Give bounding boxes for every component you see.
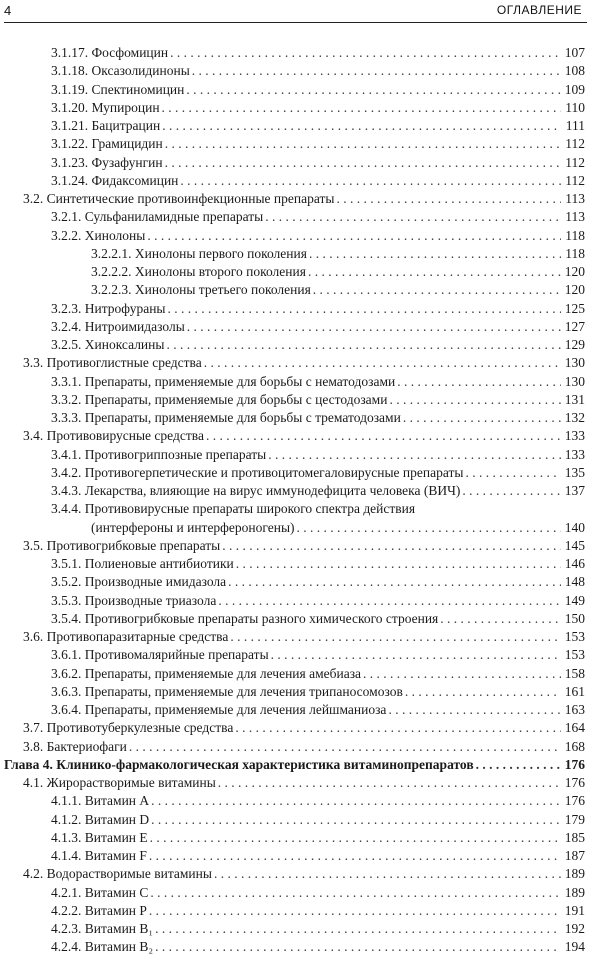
toc-entry-page: 140 xyxy=(564,519,585,535)
toc-entry-page: 110 xyxy=(565,99,585,115)
toc-entry xyxy=(0,190,591,208)
toc-entry xyxy=(0,573,591,591)
toc-leader-dots xyxy=(222,537,561,555)
toc-entry-page: 189 xyxy=(564,866,585,882)
toc-entry-page: 131 xyxy=(564,391,585,407)
toc-leader-dots xyxy=(363,665,561,683)
toc-entry-title: (интерфероны и интерфероногены) xyxy=(91,519,295,535)
toc-entry-title: 3.1.24. Фидаксомицин xyxy=(51,172,179,188)
toc-entry xyxy=(0,154,591,172)
toc-entry-title: Глава 4. Клинико-фармакологическая характеристика витаминопрепаратов xyxy=(4,756,474,772)
toc-leader-dots xyxy=(151,792,561,810)
toc-entry-title: 3.1.22. Грамицидин xyxy=(51,136,163,152)
toc-entry-page: 164 xyxy=(564,720,585,736)
toc-entry-title: 4.2.3. Витамин В₁ xyxy=(51,921,154,936)
toc-leader-dots xyxy=(389,391,561,409)
toc-entry-title: 3.4.4. Противовирусные препараты широкого спектра действия xyxy=(51,501,416,517)
toc-entry-title: 4.1.1. Витамин А xyxy=(51,793,150,809)
toc-entry-title: 3.2. Синтетические противоинфекционные препараты xyxy=(23,191,335,206)
toc-entry-page: 179 xyxy=(564,811,585,827)
toc-leader-dots xyxy=(187,318,561,336)
toc-entry xyxy=(0,665,591,683)
toc-entry-page: 194 xyxy=(564,939,585,955)
toc-entry-page: 191 xyxy=(564,902,585,918)
toc-entry-title: 3.6.4. Препараты, применяемые для лечения лейшманиоза xyxy=(51,702,387,717)
toc-leader-dots xyxy=(308,263,561,281)
toc-entry xyxy=(0,701,591,719)
toc-entry-title: 3.5.2. Производные имидазола xyxy=(51,574,227,590)
toc-entry-page: 130 xyxy=(564,355,585,371)
toc-entry-page: 120 xyxy=(564,282,585,298)
toc-leader-dots xyxy=(147,227,561,245)
toc-entry-title: 3.2.2. Хинолоны xyxy=(51,227,146,243)
toc-entry-page: 108 xyxy=(564,63,585,79)
toc-entry xyxy=(0,117,591,135)
toc-entry xyxy=(0,99,591,117)
toc-leader-dots xyxy=(265,208,561,226)
toc-entry-title: 4.1.3. Витамин Е xyxy=(51,829,148,845)
toc-entry-page: 112 xyxy=(565,154,585,170)
page-header xyxy=(0,0,591,24)
toc-entry xyxy=(0,409,591,427)
toc-entry-page: 153 xyxy=(564,647,585,663)
toc-entry-title: 3.1.23. Фузафунгин xyxy=(51,154,163,170)
toc-entry-title: 3.5.4. Противогрибковые препараты разного химического строения xyxy=(51,610,439,626)
toc-entry xyxy=(0,719,591,737)
toc-entry-title: 3.4. Противовирусные средства xyxy=(23,428,204,444)
toc-leader-dots xyxy=(162,117,561,135)
toc-entry xyxy=(0,391,591,409)
toc-entry-page: 168 xyxy=(564,738,585,754)
toc-entry xyxy=(0,373,591,391)
toc-leader-dots xyxy=(149,847,561,865)
toc-leader-dots xyxy=(476,756,561,774)
toc-entry-page: 161 xyxy=(564,683,585,699)
toc-leader-dots xyxy=(405,683,561,701)
toc-entry xyxy=(0,774,591,792)
toc-leader-dots xyxy=(155,920,561,938)
toc-entry xyxy=(0,318,591,336)
toc-entry xyxy=(0,938,591,956)
toc-entry-title: 3.8. Бактериофаги xyxy=(23,738,127,754)
toc-leader-dots xyxy=(297,519,561,537)
toc-entry xyxy=(0,354,591,372)
toc-entry-page: 137 xyxy=(564,483,585,498)
toc-entry-title: 3.1.18. Оксазолидиноны xyxy=(51,63,190,79)
toc-entry-title: 4.1.4. Витамин F xyxy=(51,848,147,863)
toc-leader-dots xyxy=(170,44,561,62)
toc-entry-page: 113 xyxy=(565,191,585,206)
toc-entry-page: 118 xyxy=(565,227,585,243)
toc-entry xyxy=(0,847,591,865)
toc-entry-page: 153 xyxy=(564,629,585,644)
toc-leader-dots xyxy=(218,592,561,610)
toc-entry xyxy=(0,135,591,153)
toc-leader-dots xyxy=(180,172,561,190)
toc-entry-title: 3.3.3. Препараты, применяемые для борьбы с трематодозами xyxy=(51,410,401,425)
toc-entry-page: 132 xyxy=(564,410,585,425)
toc-entry xyxy=(0,227,591,245)
toc-entry-title: 3.2.2.2. Хинолоны второго поколения xyxy=(91,264,306,279)
toc-entry xyxy=(0,464,591,482)
toc-entry-title: 3.5. Противогрибковые препараты xyxy=(23,537,221,553)
toc-entry-title: 3.2.2.3. Хинолоны третьего поколения xyxy=(91,282,311,298)
toc-entry-page: 111 xyxy=(565,118,585,133)
toc-entry xyxy=(0,610,591,628)
toc-leader-dots xyxy=(168,300,562,318)
toc-entry-title: 3.3.2. Препараты, применяемые для борьбы с цестодозами xyxy=(51,391,388,407)
toc-leader-dots xyxy=(155,938,561,956)
toc-entry-title: 3.6.2. Препараты, применяемые для лечения амебиаза xyxy=(51,665,362,681)
toc-leader-dots xyxy=(166,336,561,354)
toc-entry-page: 187 xyxy=(564,848,585,863)
toc-entry xyxy=(0,62,591,80)
toc-leader-dots xyxy=(268,446,561,464)
toc-entry-page: 176 xyxy=(564,775,585,790)
toc-leader-dots xyxy=(151,811,561,829)
toc-entry xyxy=(0,482,591,500)
toc-entry xyxy=(0,902,591,920)
toc-entry-page: 158 xyxy=(564,665,585,681)
toc-entry xyxy=(0,811,591,829)
toc-entry-title: 3.3. Противоглистные средства xyxy=(23,355,202,371)
running-head: ОГЛАВЛЕНИЕ xyxy=(496,3,582,17)
toc-entry-title: 3.5.1. Полиеновые антибиотики xyxy=(51,556,234,571)
table-of-contents xyxy=(0,44,591,957)
toc-entry-title: 4.2.2. Витамин Р xyxy=(51,902,147,918)
toc-entry-page: 133 xyxy=(564,446,585,462)
toc-entry xyxy=(0,865,591,883)
toc-leader-dots xyxy=(271,646,561,664)
toc-entry-page: 163 xyxy=(564,702,585,717)
toc-leader-dots xyxy=(162,99,561,117)
toc-entry-title: 3.2.5. Хиноксалины xyxy=(51,337,165,352)
toc-entry-page: 176 xyxy=(564,793,585,809)
toc-leader-dots xyxy=(214,865,561,883)
toc-entry-page: 118 xyxy=(565,245,585,261)
toc-entry-page: 125 xyxy=(564,300,585,316)
toc-entry-page: 127 xyxy=(564,318,585,334)
toc-entry xyxy=(0,81,591,99)
toc-entry-title: 3.7. Противотуберкулезные средства xyxy=(23,720,234,736)
toc-entry xyxy=(0,172,591,190)
toc-entry xyxy=(0,628,591,646)
toc-leader-dots xyxy=(465,464,561,482)
toc-entry-title: 3.6.1. Противомалярийные препараты xyxy=(51,647,269,663)
toc-entry xyxy=(0,738,591,756)
toc-entry xyxy=(0,920,591,938)
toc-entry-title: 3.3.1. Препараты, применяемые для борьбы с нематодозами xyxy=(51,373,396,389)
toc-leader-dots xyxy=(186,81,561,99)
toc-leader-dots xyxy=(228,573,561,591)
toc-entry-page: 109 xyxy=(564,81,585,97)
toc-entry-page: 148 xyxy=(564,574,585,590)
toc-leader-dots xyxy=(309,245,561,263)
toc-entry xyxy=(0,44,591,62)
toc-entry-page: 113 xyxy=(565,209,585,225)
toc-entry-page: 176 xyxy=(564,756,585,772)
toc-entry-title: 3.2.2.1. Хинолоны первого поколения xyxy=(91,245,307,261)
toc-entry-title: 4.2.1. Витамин С xyxy=(51,884,149,900)
toc-leader-dots xyxy=(150,829,561,847)
toc-leader-dots xyxy=(218,774,561,792)
toc-entry-title: 3.2.3. Нитрофураны xyxy=(51,300,166,316)
toc-leader-dots xyxy=(129,738,561,756)
toc-entry xyxy=(0,427,591,445)
toc-entry-title: 3.1.19. Спектиномицин xyxy=(51,81,185,97)
toc-entry-title: 3.1.17. Фосфомицин xyxy=(51,45,169,60)
toc-entry xyxy=(0,555,591,573)
toc-entry-title: 3.1.20. Мупироцин xyxy=(51,99,160,115)
page-number: 4 xyxy=(4,3,12,18)
toc-entry xyxy=(0,829,591,847)
toc-entry-title: 3.6. Противопаразитарные средства xyxy=(23,629,229,644)
toc-entry-title: 4.1.2. Витамин D xyxy=(51,811,150,827)
toc-entry-title: 4.2.4. Витамин В₂ xyxy=(51,939,154,955)
toc-leader-dots xyxy=(150,884,561,902)
toc-entry xyxy=(0,245,591,263)
toc-entry-page: 107 xyxy=(564,45,585,60)
toc-entry xyxy=(0,592,591,610)
toc-entry xyxy=(0,300,591,318)
toc-entry-title: 3.6.3. Препараты, применяемые для лечения трипаносомозов xyxy=(51,683,403,699)
toc-entry xyxy=(0,446,591,464)
toc-entry-page: 149 xyxy=(564,592,585,608)
toc-leader-dots xyxy=(397,373,561,391)
toc-entry-page: 192 xyxy=(564,921,585,936)
toc-entry xyxy=(0,884,591,902)
toc-entry-page: 133 xyxy=(564,428,585,444)
toc-leader-dots xyxy=(336,190,561,208)
toc-entry-title: 4.1. Жирорастворимые витамины xyxy=(23,775,216,790)
toc-entry-page: 120 xyxy=(564,264,585,279)
toc-entry-page: 189 xyxy=(564,884,585,900)
toc-leader-dots xyxy=(149,902,561,920)
toc-entry-page: 112 xyxy=(565,136,585,152)
toc-entry-page: 150 xyxy=(564,610,585,626)
toc-entry-page: 185 xyxy=(564,829,585,845)
toc-leader-dots xyxy=(388,701,561,719)
toc-entry xyxy=(0,500,591,518)
toc-leader-dots xyxy=(204,354,561,372)
toc-entry-title: 3.5.3. Производные триазола xyxy=(51,592,217,608)
toc-leader-dots xyxy=(235,719,561,737)
toc-entry-page: 146 xyxy=(564,556,585,571)
toc-entry-title: 4.2. Водорастворимые витамины xyxy=(23,866,212,882)
toc-entry xyxy=(0,336,591,354)
toc-entry-title: 3.1.21. Бацитрацин xyxy=(51,118,161,133)
toc-entry-title: 3.4.3. Лекарства, влияющие на вирус иммунодефицита человека (ВИЧ) xyxy=(51,483,461,498)
toc-leader-dots xyxy=(165,135,561,153)
toc-entry-page: 112 xyxy=(565,172,585,188)
toc-leader-dots xyxy=(462,482,561,500)
toc-entry-title: 3.4.1. Противогриппозные препараты xyxy=(51,446,267,462)
toc-leader-dots xyxy=(313,281,561,299)
toc-leader-dots xyxy=(206,427,561,445)
toc-leader-dots xyxy=(236,555,561,573)
toc-entry-title: 3.2.4. Нитроимидазолы xyxy=(51,318,185,334)
toc-entry xyxy=(0,792,591,810)
toc-entry xyxy=(0,519,591,537)
header-rule xyxy=(4,22,587,23)
toc-chapter-entry xyxy=(0,756,591,774)
toc-entry-title: 3.4.2. Противогерпетические и противоцитомегаловирусные препараты xyxy=(51,464,464,480)
toc-entry xyxy=(0,646,591,664)
toc-entry-title: 3.2.1. Сульфаниламидные препараты xyxy=(51,209,264,225)
toc-entry xyxy=(0,537,591,555)
toc-entry-page: 129 xyxy=(564,337,585,352)
toc-leader-dots xyxy=(403,409,561,427)
toc-entry xyxy=(0,683,591,701)
toc-leader-dots xyxy=(230,628,561,646)
toc-entry xyxy=(0,263,591,281)
toc-leader-dots xyxy=(192,62,561,80)
toc-leader-dots xyxy=(165,154,561,172)
toc-entry-page: 130 xyxy=(564,373,585,389)
toc-entry-page: 145 xyxy=(564,537,585,553)
toc-entry-page: 135 xyxy=(564,464,585,480)
toc-entry xyxy=(0,281,591,299)
toc-entry xyxy=(0,208,591,226)
toc-leader-dots xyxy=(440,610,561,628)
